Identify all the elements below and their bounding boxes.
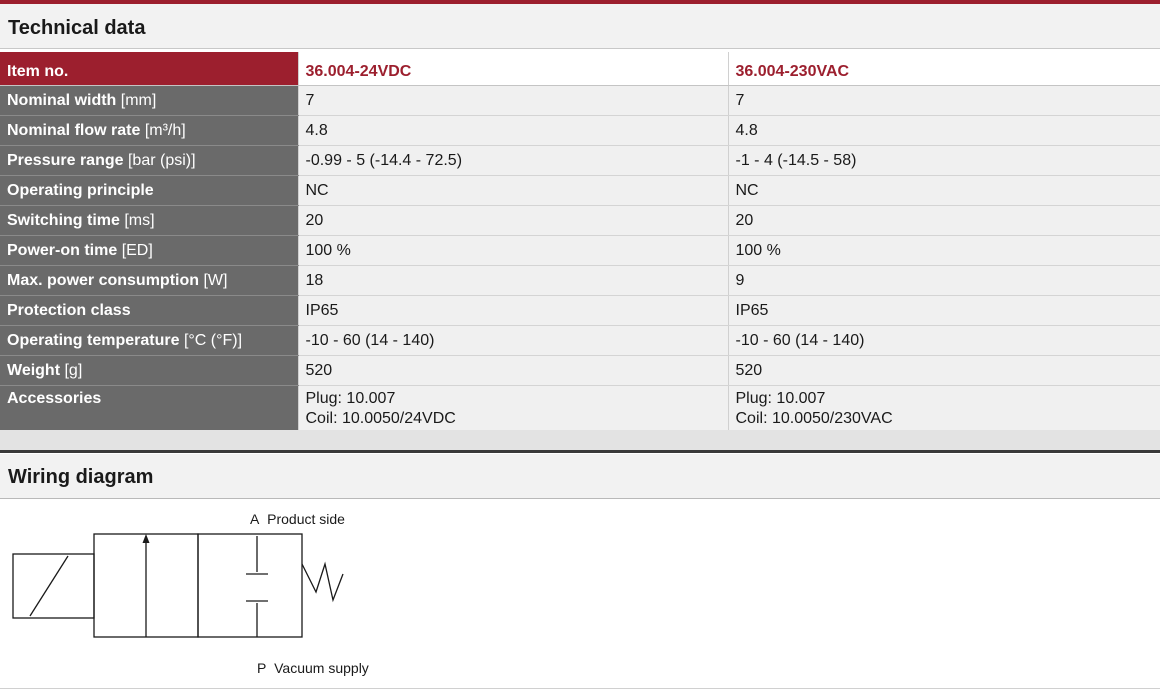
accessories-230vac: Plug: 10.007 Coil: 10.0050/230VAC	[728, 385, 1160, 431]
wiring-diagram	[0, 500, 1160, 689]
row-value-230vac: -1 - 4 (-14.5 - 58)	[728, 145, 1160, 175]
row-label: Protection class	[0, 295, 298, 325]
row-value-230vac: IP65	[728, 295, 1160, 325]
accessories-24vdc: Plug: 10.007 Coil: 10.0050/24VDC	[298, 385, 728, 431]
table-row	[0, 205, 1160, 235]
port-p-caption	[257, 660, 369, 676]
port-p-letter: P	[257, 660, 267, 676]
row-value-24vdc: IP65	[298, 295, 728, 325]
row-value-24vdc: 520	[298, 355, 728, 385]
row-label: Weight [g]	[0, 355, 298, 385]
row-value-24vdc: -10 - 60 (14 - 140)	[298, 325, 728, 355]
row-value-230vac: 20	[728, 205, 1160, 235]
table-row	[0, 355, 1160, 385]
row-value-24vdc: NC	[298, 175, 728, 205]
spring-icon	[302, 564, 343, 600]
row-value-24vdc: -0.99 - 5 (-14.4 - 72.5)	[298, 145, 728, 175]
row-value-230vac: 520	[728, 355, 1160, 385]
table-row	[0, 265, 1160, 295]
item-no-230vac: 36.004-230VAC	[728, 52, 1160, 85]
row-value-24vdc: 20	[298, 205, 728, 235]
valve-symbol	[0, 500, 1160, 689]
row-value-24vdc: 7	[298, 85, 728, 115]
row-label: Max. power consumption [W]	[0, 265, 298, 295]
row-label: Nominal width [mm]	[0, 85, 298, 115]
valve-square-right	[198, 534, 302, 637]
port-a-letter: A	[250, 511, 260, 527]
solenoid-box	[13, 554, 94, 618]
row-value-24vdc: 18	[298, 265, 728, 295]
row-value-230vac: 100 %	[728, 235, 1160, 265]
table-header-row	[0, 52, 1160, 85]
row-label: Nominal flow rate [m³/h]	[0, 115, 298, 145]
section-divider	[0, 450, 1160, 453]
table-row	[0, 235, 1160, 265]
port-p-text: Vacuum supply	[274, 660, 369, 676]
row-value-230vac: NC	[728, 175, 1160, 205]
row-value-24vdc: 4.8	[298, 115, 728, 145]
item-no-24vdc: 36.004-24VDC	[298, 52, 728, 85]
flow-arrow-head	[143, 534, 150, 543]
port-a-caption	[250, 511, 345, 527]
table-row	[0, 145, 1160, 175]
accessories-row	[0, 385, 1160, 431]
row-label: Pressure range [bar (psi)]	[0, 145, 298, 175]
item-no-label: Item no.	[0, 52, 298, 85]
row-label: Switching time [ms]	[0, 205, 298, 235]
row-value-24vdc: 100 %	[298, 235, 728, 265]
technical-data-table	[0, 52, 1160, 432]
row-value-230vac: 7	[728, 85, 1160, 115]
row-label: Operating principle	[0, 175, 298, 205]
section-spacer	[0, 430, 1160, 450]
table-row	[0, 85, 1160, 115]
solenoid-diagonal	[30, 556, 68, 616]
technical-data-header	[0, 4, 1160, 49]
accessories-label: Accessories	[0, 385, 298, 431]
table-row	[0, 175, 1160, 205]
wiring-diagram-title: Wiring diagram	[8, 466, 154, 488]
wiring-diagram-header	[0, 454, 1160, 499]
technical-data-title: Technical data	[8, 17, 146, 39]
port-a-text: Product side	[267, 511, 345, 527]
row-label: Power-on time [ED]	[0, 235, 298, 265]
table-row	[0, 325, 1160, 355]
row-label: Operating temperature [°C (°F)]	[0, 325, 298, 355]
table-row	[0, 295, 1160, 325]
row-value-230vac: 9	[728, 265, 1160, 295]
table-row	[0, 115, 1160, 145]
row-value-230vac: 4.8	[728, 115, 1160, 145]
row-value-230vac: -10 - 60 (14 - 140)	[728, 325, 1160, 355]
